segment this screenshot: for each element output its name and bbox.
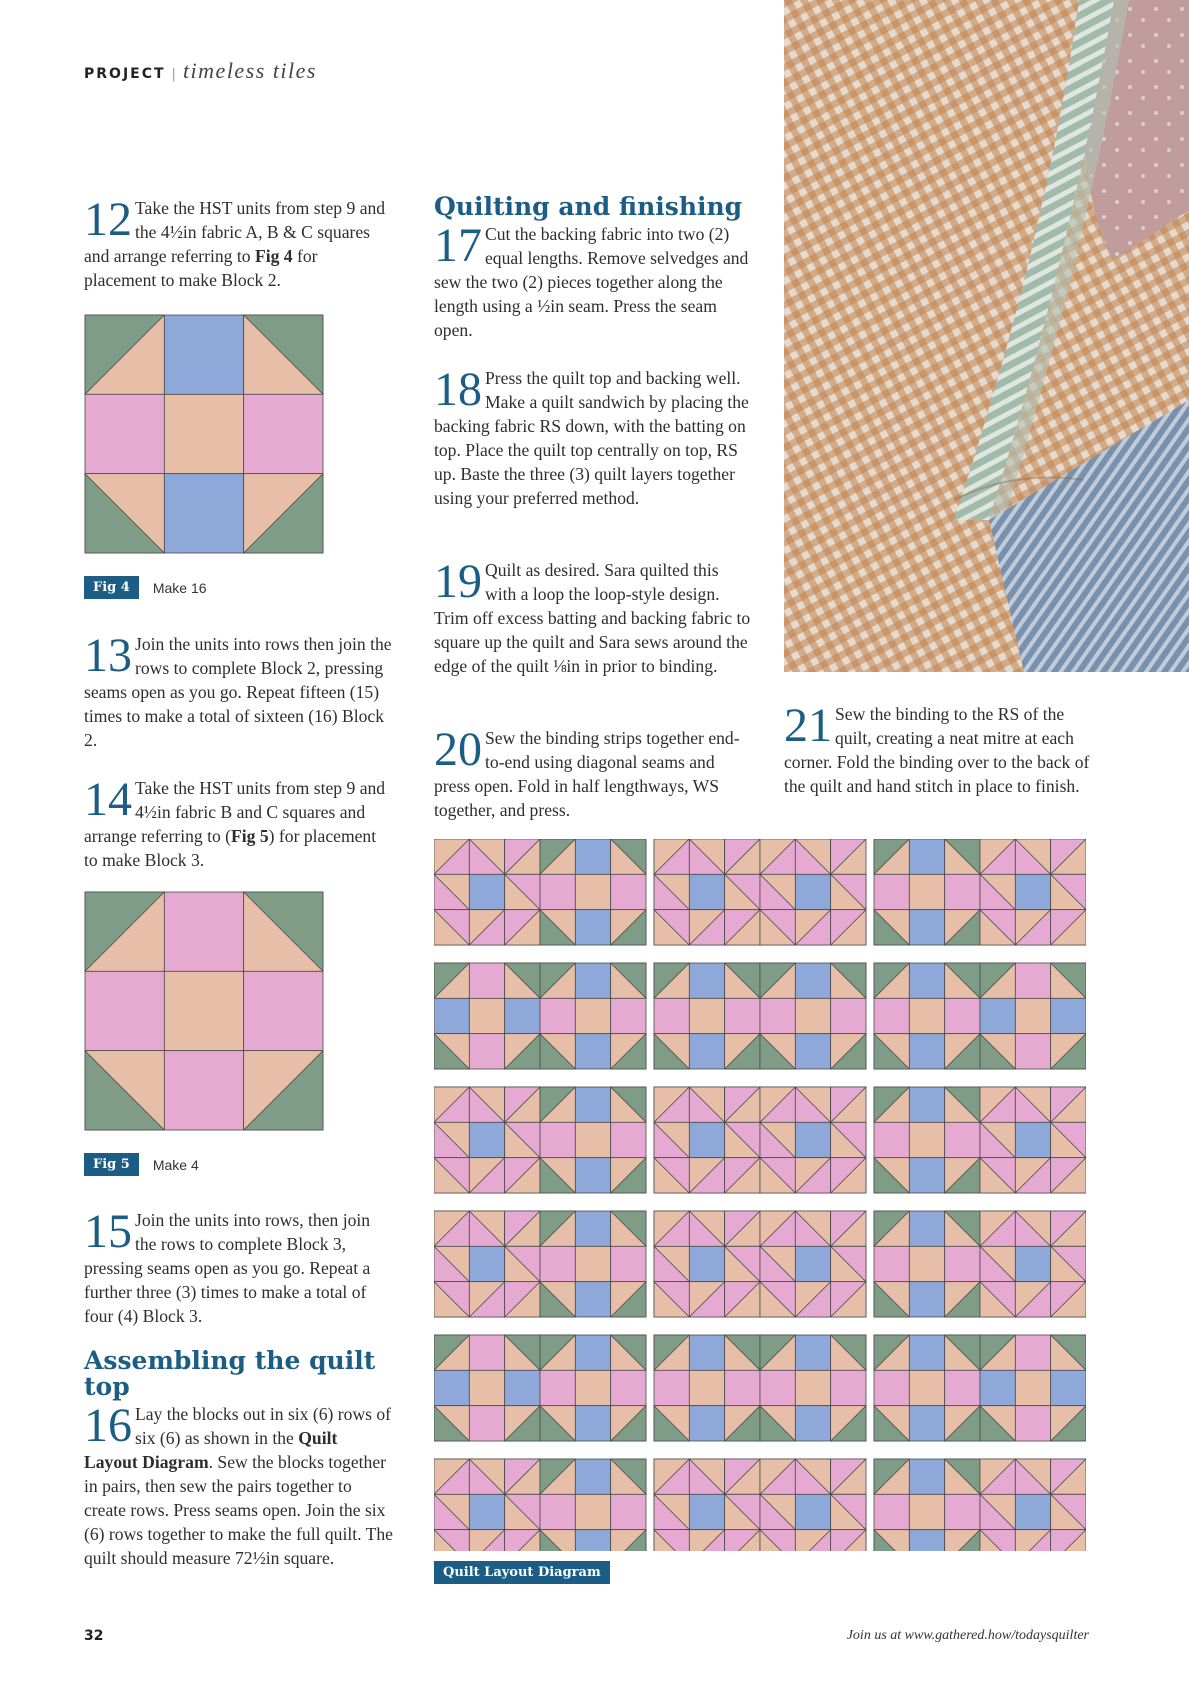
header-separator: | <box>171 67 177 82</box>
layout-patch <box>945 1246 980 1281</box>
layout-patch <box>1015 874 1050 909</box>
layout-patch <box>874 1246 909 1281</box>
layout-patch <box>795 963 830 998</box>
fig-4-make-count: Make 16 <box>152 579 207 596</box>
step-12 <box>84 193 394 292</box>
layout-patch <box>611 874 646 909</box>
step-18 <box>434 363 754 510</box>
step-text: Lay the blocks out in six (6) rows of six (6) as shown in the <box>135 1404 392 1448</box>
layout-patch <box>760 1370 795 1405</box>
quilt-photo <box>784 0 1189 672</box>
layout-patch <box>1015 963 1050 998</box>
layout-patch <box>575 1494 610 1529</box>
layout-patch <box>575 1406 610 1441</box>
layout-patch <box>434 1370 469 1405</box>
fig4-patch <box>244 394 323 473</box>
layout-patch <box>575 1530 610 1551</box>
fig5-patch <box>85 971 164 1050</box>
layout-patch <box>945 1370 980 1405</box>
layout-patch <box>909 963 944 998</box>
fig5-patch <box>164 892 243 971</box>
layout-patch <box>945 1494 980 1529</box>
step-19 <box>434 555 754 678</box>
layout-patch <box>795 1034 830 1069</box>
layout-patch <box>689 1034 724 1069</box>
fig-4-caption <box>84 576 207 599</box>
layout-patch <box>689 1335 724 1370</box>
step-text: Quilt as desired. Sara quilted this with a loop the loop-style design. Trim off excess batting and backing fabric to square up the quilt and Sara sews around the edge of the quilt ⅛in in prior to binding. <box>434 560 751 676</box>
layout-patch <box>909 1282 944 1317</box>
layout-patch <box>725 998 760 1033</box>
layout-patch <box>540 1494 575 1529</box>
layout-patch <box>909 1034 944 1069</box>
fig-5-block-diagram <box>84 891 324 1131</box>
layout-patch <box>909 1459 944 1494</box>
step-number: 13 <box>84 629 132 682</box>
layout-patch <box>611 1122 646 1157</box>
layout-patch <box>540 1122 575 1157</box>
step-21 <box>784 699 1094 798</box>
project-title: timeless tiles <box>182 58 317 83</box>
layout-patch <box>909 1406 944 1441</box>
layout-patch <box>689 1246 724 1281</box>
footer-url: Join us at www.gathered.how/todaysquilter <box>846 1628 1089 1643</box>
step-text: Sew the binding to the RS of the quilt, creating a neat mitre at each corner. Fold the binding over to the back of the quilt and hand stitch in place to finish. <box>784 704 1090 796</box>
layout-patch <box>725 1370 760 1405</box>
step-number: 14 <box>84 773 132 826</box>
section-kicker: PROJECT <box>84 66 166 82</box>
layout-patch <box>1015 1034 1050 1069</box>
layout-patch <box>689 963 724 998</box>
layout-patch <box>760 998 795 1033</box>
layout-patch <box>689 1406 724 1441</box>
layout-patch <box>980 998 1015 1033</box>
step-text: ) for placement to make Block 3. <box>84 826 377 870</box>
layout-patch <box>575 1335 610 1370</box>
step-number: 17 <box>434 219 482 272</box>
layout-patch <box>795 998 830 1033</box>
step-number: 20 <box>434 723 482 776</box>
step-13 <box>84 629 394 752</box>
layout-patch <box>909 1246 944 1281</box>
layout-patch <box>611 1246 646 1281</box>
layout-patch <box>795 1246 830 1281</box>
layout-patch <box>1051 998 1086 1033</box>
layout-patch <box>575 1122 610 1157</box>
step-14 <box>84 773 394 872</box>
quilting-section <box>434 194 764 220</box>
fig-reference: Fig 5 <box>231 826 269 846</box>
assembling-section <box>84 1348 384 1400</box>
layout-patch <box>1015 1370 1050 1405</box>
step-number: 19 <box>434 555 482 608</box>
fig-5-caption <box>84 1153 199 1176</box>
layout-patch <box>945 874 980 909</box>
fig-5-make-count: Make 4 <box>152 1156 199 1173</box>
layout-patch <box>575 874 610 909</box>
layout-patch <box>909 1158 944 1193</box>
layout-patch <box>909 1370 944 1405</box>
layout-patch <box>795 1122 830 1157</box>
layout-patch <box>1015 1246 1050 1281</box>
step-text: . Sew the blocks together in pairs, then sew the pairs together to create rows. Press seams open. Join the six (6) rows together to make the full quilt. The quilt should measure 72½in square. <box>84 1452 393 1568</box>
layout-patch <box>575 1459 610 1494</box>
layout-patch <box>575 910 610 945</box>
layout-caption <box>434 1561 610 1584</box>
layout-patch <box>689 874 724 909</box>
step-text: Take the HST units from step 9 and 4½in fabric B and C squares and arrange referring to ( <box>84 778 386 846</box>
step-text: for placement to make Block 2. <box>84 246 318 290</box>
layout-patch <box>909 1494 944 1529</box>
layout-patch <box>575 1246 610 1281</box>
layout-patch <box>795 1406 830 1441</box>
step-number: 12 <box>84 193 132 246</box>
layout-patch <box>909 1530 944 1551</box>
page-number: 32 <box>84 1628 104 1644</box>
layout-patch <box>505 1370 540 1405</box>
layout-patch <box>575 1211 610 1246</box>
layout-patch <box>575 1087 610 1122</box>
section-heading-quilting: Quilting and finishing <box>434 192 743 221</box>
layout-patch <box>874 998 909 1033</box>
layout-patch <box>909 1122 944 1157</box>
fig4-patch <box>164 474 243 553</box>
fig5-patch <box>164 971 243 1050</box>
step-text: Sew the binding strips together end-to-end using diagonal seams and press open. Fold in half lengthways, WS together, and press. <box>434 728 740 820</box>
layout-patch <box>795 1370 830 1405</box>
layout-patch <box>689 1370 724 1405</box>
fig-4-block-diagram <box>84 314 324 554</box>
layout-patch <box>1051 1370 1086 1405</box>
layout-patch <box>795 1335 830 1370</box>
fig4-patch <box>85 394 164 473</box>
quilt-binding-photo-image <box>784 0 1189 672</box>
layout-patch <box>874 874 909 909</box>
step-number: 16 <box>84 1399 132 1452</box>
layout-patch <box>654 998 689 1033</box>
layout-patch <box>1015 1406 1050 1441</box>
layout-patch <box>831 1370 866 1405</box>
step-15 <box>84 1205 394 1328</box>
layout-patch <box>980 1370 1015 1405</box>
step-text: Join the units into rows, then join the rows to complete Block 3, pressing seams open as you go. Repeat a further three (3) times to make a total of four (4) Block 3. <box>84 1210 371 1326</box>
step-20 <box>434 723 754 822</box>
layout-patch <box>654 1370 689 1405</box>
layout-patch <box>575 963 610 998</box>
layout-patch <box>909 1211 944 1246</box>
step-17 <box>434 219 754 342</box>
layout-patch <box>611 1370 646 1405</box>
layout-patch <box>945 1122 980 1157</box>
layout-patch <box>575 1282 610 1317</box>
layout-patch <box>469 1246 504 1281</box>
layout-patch <box>540 1370 575 1405</box>
layout-patch <box>540 1246 575 1281</box>
diagram-reference: Quilt Layout Diagram <box>84 1428 338 1472</box>
layout-patch <box>469 998 504 1033</box>
layout-patch <box>945 998 980 1033</box>
layout-patch <box>469 1335 504 1370</box>
step-text: Join the units into rows then join the rows to complete Block 2, pressing seams open as you go. Repeat fifteen (15) times to make a total of sixteen (16) Block 2. <box>84 634 392 750</box>
layout-patch <box>469 963 504 998</box>
fig-5-tag: Fig 5 <box>84 1153 139 1176</box>
layout-patch <box>909 1087 944 1122</box>
layout-patch <box>909 839 944 874</box>
running-header <box>84 58 317 84</box>
layout-patch <box>795 1494 830 1529</box>
step-number: 15 <box>84 1205 132 1258</box>
quilt-layout-diagram <box>434 839 1086 1551</box>
layout-patch <box>575 839 610 874</box>
fig4-patch <box>164 315 243 394</box>
layout-patch <box>575 1034 610 1069</box>
fig5-patch <box>244 971 323 1050</box>
layout-patch <box>611 1494 646 1529</box>
layout-patch <box>575 1370 610 1405</box>
step-text: Cut the backing fabric into two (2) equal lengths. Remove selvedges and sew the two (2) pieces together along the length using a ½in seam. Press the seam open. <box>434 224 749 340</box>
layout-patch <box>469 874 504 909</box>
layout-patch <box>909 874 944 909</box>
fig-4-tag: Fig 4 <box>84 576 139 599</box>
step-number: 18 <box>434 363 482 416</box>
layout-patch <box>831 998 866 1033</box>
layout-patch <box>469 1122 504 1157</box>
step-text: Take the HST units from step 9 and the 4½in fabric A, B & C squares and arrange referring to <box>84 198 386 266</box>
layout-patch <box>874 1494 909 1529</box>
layout-patch <box>1015 1494 1050 1529</box>
layout-patch <box>505 998 540 1033</box>
layout-patch <box>1015 1335 1050 1370</box>
layout-patch <box>874 1122 909 1157</box>
layout-patch <box>909 1335 944 1370</box>
layout-patch <box>689 998 724 1033</box>
layout-diagram-tag: Quilt Layout Diagram <box>434 1561 610 1584</box>
layout-patch <box>469 1406 504 1441</box>
layout-patch <box>575 998 610 1033</box>
layout-patch <box>611 998 646 1033</box>
layout-patch <box>1015 998 1050 1033</box>
section-heading-assembling: Assembling the quilt top <box>84 1346 376 1401</box>
layout-patch <box>540 874 575 909</box>
layout-patch <box>1015 1122 1050 1157</box>
layout-patch <box>469 1034 504 1069</box>
layout-patch <box>540 998 575 1033</box>
layout-patch <box>689 1494 724 1529</box>
layout-patch <box>434 998 469 1033</box>
layout-patch <box>689 1122 724 1157</box>
layout-patch <box>795 874 830 909</box>
layout-patch <box>909 910 944 945</box>
step-text: Press the quilt top and backing well. Make a quilt sandwich by placing the backing fabric RS down, with the batting on top. Place the quilt top centrally on top, RS up. Baste the three (3) quilt layers together using your preferred method. <box>434 368 749 508</box>
step-16 <box>84 1399 394 1570</box>
layout-patch <box>469 1494 504 1529</box>
fig5-patch <box>164 1051 243 1130</box>
layout-patch <box>909 998 944 1033</box>
fig-reference: Fig 4 <box>254 246 293 266</box>
fig4-patch <box>164 394 243 473</box>
layout-patch <box>874 1370 909 1405</box>
layout-patch <box>469 1370 504 1405</box>
layout-patch <box>575 1158 610 1193</box>
step-number: 21 <box>784 699 832 752</box>
